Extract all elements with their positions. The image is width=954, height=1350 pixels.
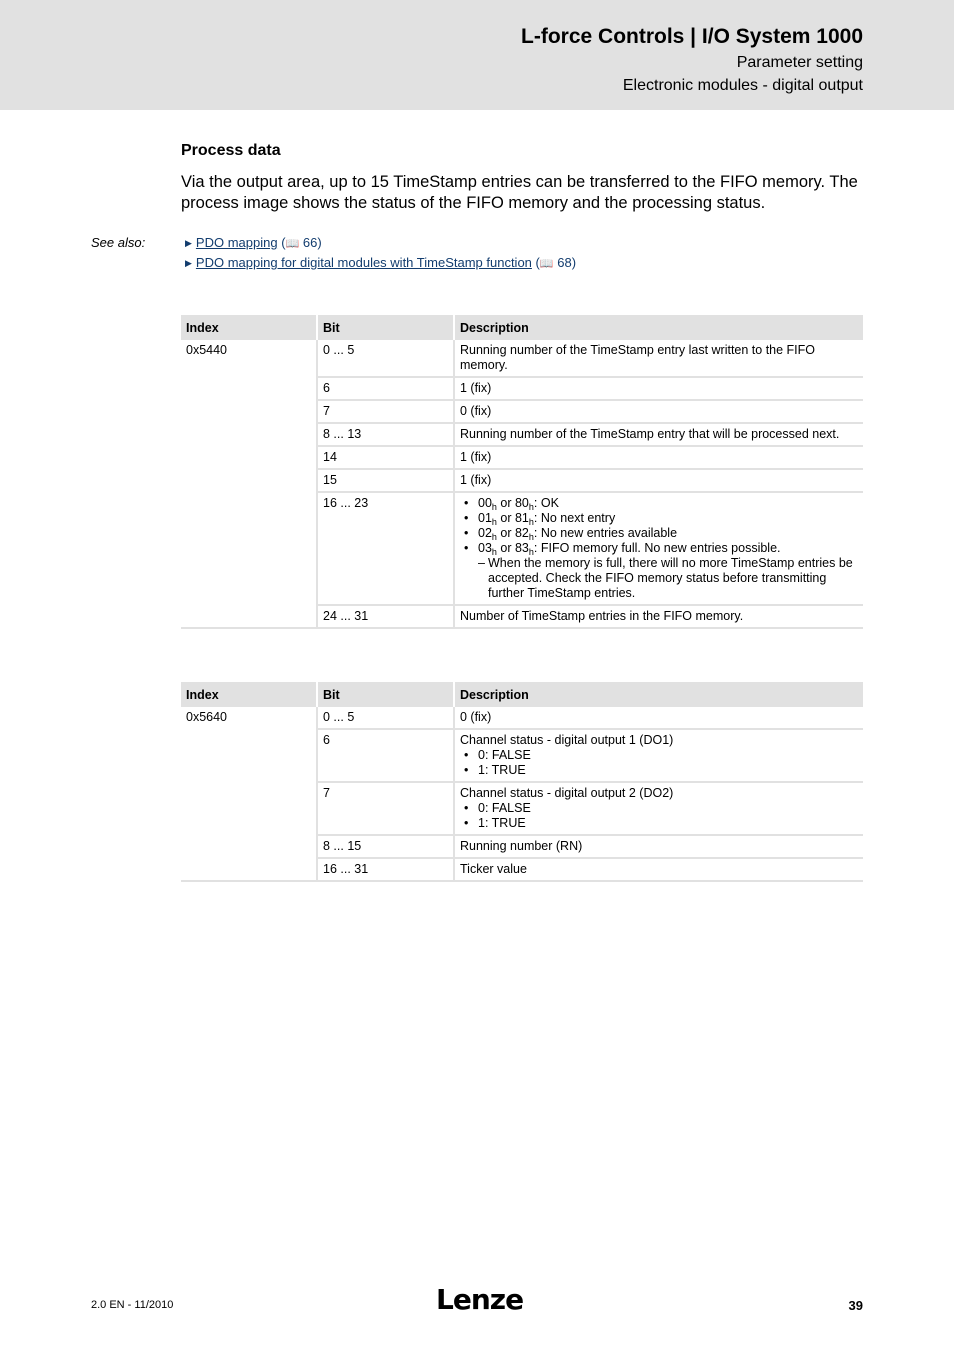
- list-item: • $03_h$ or $83_h$: FIFO memory full. No new entries possible.: [460, 541, 858, 556]
- see-also-label: See also:: [91, 235, 146, 250]
- table-row: [181, 423, 863, 446]
- table-row: [181, 377, 863, 400]
- section-subtitle: Electronic modules - digital output: [622, 77, 863, 94]
- description-cell: 1 (fix): [454, 377, 863, 400]
- description-cell: Running number (RN): [454, 835, 863, 858]
- bit-cell: 7: [317, 400, 454, 423]
- table-row: [181, 858, 863, 881]
- column-header-bit: Bit: [317, 682, 454, 707]
- pdo-mapping-link[interactable]: PDO mapping: [195, 235, 278, 250]
- section-heading: Process data: [181, 142, 281, 159]
- triangle-right-icon: ▶: [185, 238, 192, 248]
- table-row: [181, 340, 863, 377]
- bit-cell: 6: [317, 377, 454, 400]
- chapter-title: Parameter setting: [736, 54, 863, 71]
- pdo-mapping-timestamp-link[interactable]: PDO mapping for digital modules with TimeStamp function: [195, 255, 532, 270]
- fifo-full-note: – When the memory is full, there will no more TimeStamp entries be accepted. Check the FIFO memory status before transmitting further TimeStamp entries.: [460, 556, 858, 601]
- index-cell: 0x5440: [186, 343, 228, 357]
- bit-cell: 16 ... 23: [317, 492, 454, 605]
- triangle-right-icon: ▶: [185, 258, 192, 268]
- book-icon: 📖: [285, 238, 300, 250]
- list-item: • 1: TRUE: [460, 816, 858, 831]
- table-row: [181, 835, 863, 858]
- description-cell: Channel status - digital output 1 (DO1) • 0: FALSE • 1: TRUE: [454, 729, 863, 782]
- description-cell: Number of TimeStamp entries in the FIFO memory.: [454, 605, 863, 628]
- lenze-logo: Lenze: [436, 1283, 524, 1316]
- bit-cell: 15: [317, 469, 454, 492]
- description-cell: Running number of the TimeStamp entry last written to the FIFO memory.: [454, 340, 863, 377]
- see-also-item: [185, 234, 576, 254]
- table-row: [181, 446, 863, 469]
- description-cell: [454, 492, 863, 605]
- document-title: L-force Controls | I/O System 1000: [521, 25, 863, 48]
- bit-cell: 6: [317, 729, 454, 782]
- table-row: [181, 469, 863, 492]
- bit-cell: 8 ... 13: [317, 423, 454, 446]
- column-header-description: Description: [454, 682, 863, 707]
- list-item: • $01_h$ or $81_h$: No next entry: [460, 511, 858, 526]
- list-item: • 0: FALSE: [460, 801, 858, 816]
- option-list: [460, 748, 858, 778]
- bit-cell: 0 ... 5: [317, 707, 454, 729]
- description-cell: 1 (fix): [454, 469, 863, 492]
- bit-cell: 7: [317, 782, 454, 835]
- table-row: [181, 707, 863, 729]
- table-row: [181, 729, 863, 782]
- description-cell: 1 (fix): [454, 446, 863, 469]
- table-row: [181, 782, 863, 835]
- column-header-index: Index: [181, 682, 317, 707]
- bit-cell: 0 ... 5: [317, 340, 454, 377]
- table-row: [181, 492, 863, 605]
- description-cell: Ticker value: [454, 858, 863, 881]
- list-item: • $00_h$ or $80_h$: OK: [460, 496, 858, 511]
- index-cell: 0x5640: [186, 710, 228, 724]
- page-header: [0, 0, 954, 110]
- page-number: 39: [848, 1298, 863, 1313]
- page-reference[interactable]: (📖 66): [281, 235, 321, 250]
- status-code-list: [460, 496, 858, 556]
- table-row: [181, 400, 863, 423]
- bit-cell: 14: [317, 446, 454, 469]
- column-header-bit: Bit: [317, 315, 454, 340]
- bit-cell: 16 ... 31: [317, 858, 454, 881]
- see-also-item: [185, 254, 576, 274]
- process-data-table-5440: [181, 315, 863, 629]
- list-item: • 1: TRUE: [460, 763, 858, 778]
- description-cell: 0 (fix): [454, 400, 863, 423]
- list-item: • 0: FALSE: [460, 748, 858, 763]
- list-item: • $02_h$ or $82_h$: No new entries available: [460, 526, 858, 541]
- book-icon: 📖: [539, 258, 554, 270]
- see-also-list: [185, 234, 576, 274]
- page-reference[interactable]: (📖 68): [536, 255, 576, 270]
- table-row: [181, 605, 863, 628]
- column-header-description: Description: [454, 315, 863, 340]
- description-cell: Channel status - digital output 2 (DO2) • 0: FALSE • 1: TRUE: [454, 782, 863, 835]
- option-list: [460, 801, 858, 831]
- document-version: 2.0 EN - 11/2010: [91, 1299, 174, 1311]
- description-cell: Running number of the TimeStamp entry that will be processed next.: [454, 423, 863, 446]
- description-cell: 0 (fix): [454, 707, 863, 729]
- column-header-index: Index: [181, 315, 317, 340]
- bit-cell: 24 ... 31: [317, 605, 454, 628]
- bit-cell: 8 ... 15: [317, 835, 454, 858]
- process-data-table-5640: [181, 682, 863, 882]
- intro-paragraph: Via the output area, up to 15 TimeStamp entries can be transferred to the FIFO memory. The process image shows the status of the FIFO memory and the processing status.: [181, 173, 858, 212]
